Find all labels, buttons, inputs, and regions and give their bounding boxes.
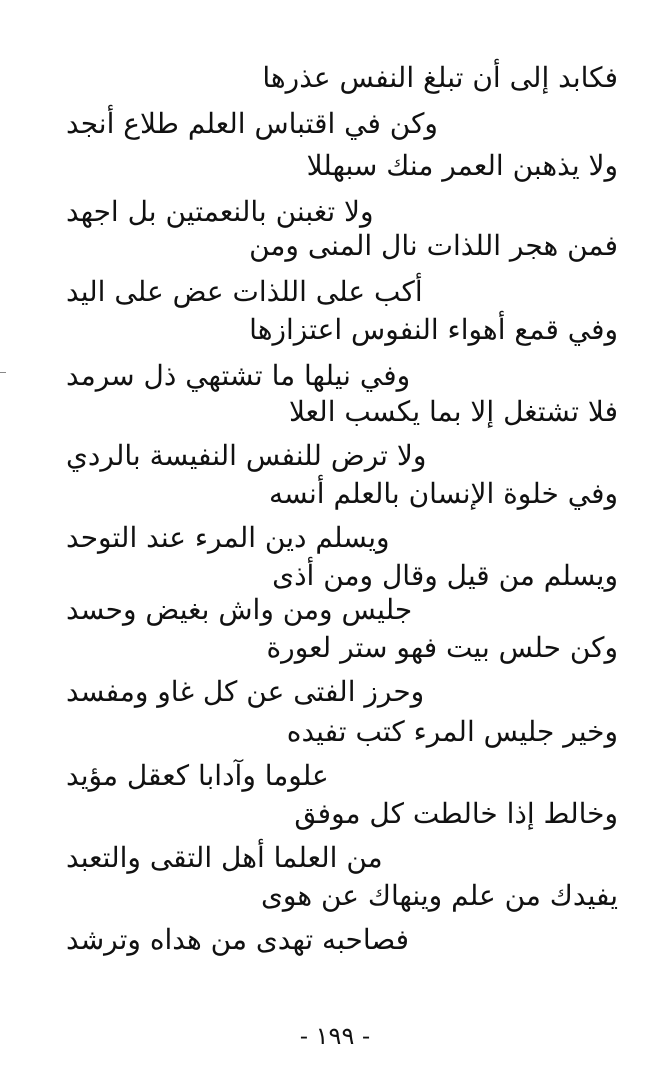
verse-6-second-hemistich: ويسلم دين المرء عند التوحد <box>66 521 390 554</box>
verse-9-first-hemistich: وخير جليس المرء كتب تفيده <box>286 715 618 748</box>
verse-5-second-hemistich: ولا ترض للنفس النفيسة بالردي <box>66 439 427 472</box>
verse-7-second-hemistich: جليس ومن واش بغيض وحسد <box>66 593 413 626</box>
verse-9-second-hemistich: علوما وآدابا كعقل مؤيد <box>66 759 329 792</box>
verse-11-second-hemistich: فصاحبه تهدى من هداه وترشد <box>66 923 410 956</box>
verse-1-first-hemistich: فكابد إلى أن تبلغ النفس عذرها <box>262 61 618 94</box>
verse-10-first-hemistich: وخالط إذا خالطت كل موفق <box>294 797 618 830</box>
verse-4-second-hemistich: وفي نيلها ما تشتهي ذل سرمد <box>66 359 411 392</box>
margin-tick <box>0 372 6 373</box>
verse-10-second-hemistich: من العلما أهل التقى والتعبد <box>66 841 383 874</box>
verse-2-first-hemistich: ولا يذهبن العمر منك سبهللا <box>306 149 618 182</box>
verse-5-first-hemistich: فلا تشتغل إلا بما يكسب العلا <box>288 395 618 428</box>
verse-3-first-hemistich: فمن هجر اللذات نال المنى ومن <box>249 229 618 262</box>
verse-7-first-hemistich: ويسلم من قيل وقال ومن أذى <box>272 559 618 592</box>
verse-1-second-hemistich: وكن في اقتباس العلم طلاع أنجد <box>66 107 438 140</box>
verse-8-second-hemistich: وحرز الفتى عن كل غاو ومفسد <box>66 675 425 708</box>
page-number: - ١٩٩ - <box>299 1022 371 1050</box>
verse-6-first-hemistich: وفي خلوة الإنسان بالعلم أنسه <box>268 477 618 510</box>
verse-3-second-hemistich: أكب على اللذات عض على اليد <box>66 275 423 308</box>
verse-4-first-hemistich: وفي قمع أهواء النفوس اعتزازها <box>249 313 618 346</box>
verse-11-first-hemistich: يفيدك من علم وينهاك عن هوى <box>260 879 618 912</box>
verse-8-first-hemistich: وكن حلس بيت فهو ستر لعورة <box>266 631 618 664</box>
verse-2-second-hemistich: ولا تغبنن بالنعمتين بل اجهد <box>66 195 374 228</box>
